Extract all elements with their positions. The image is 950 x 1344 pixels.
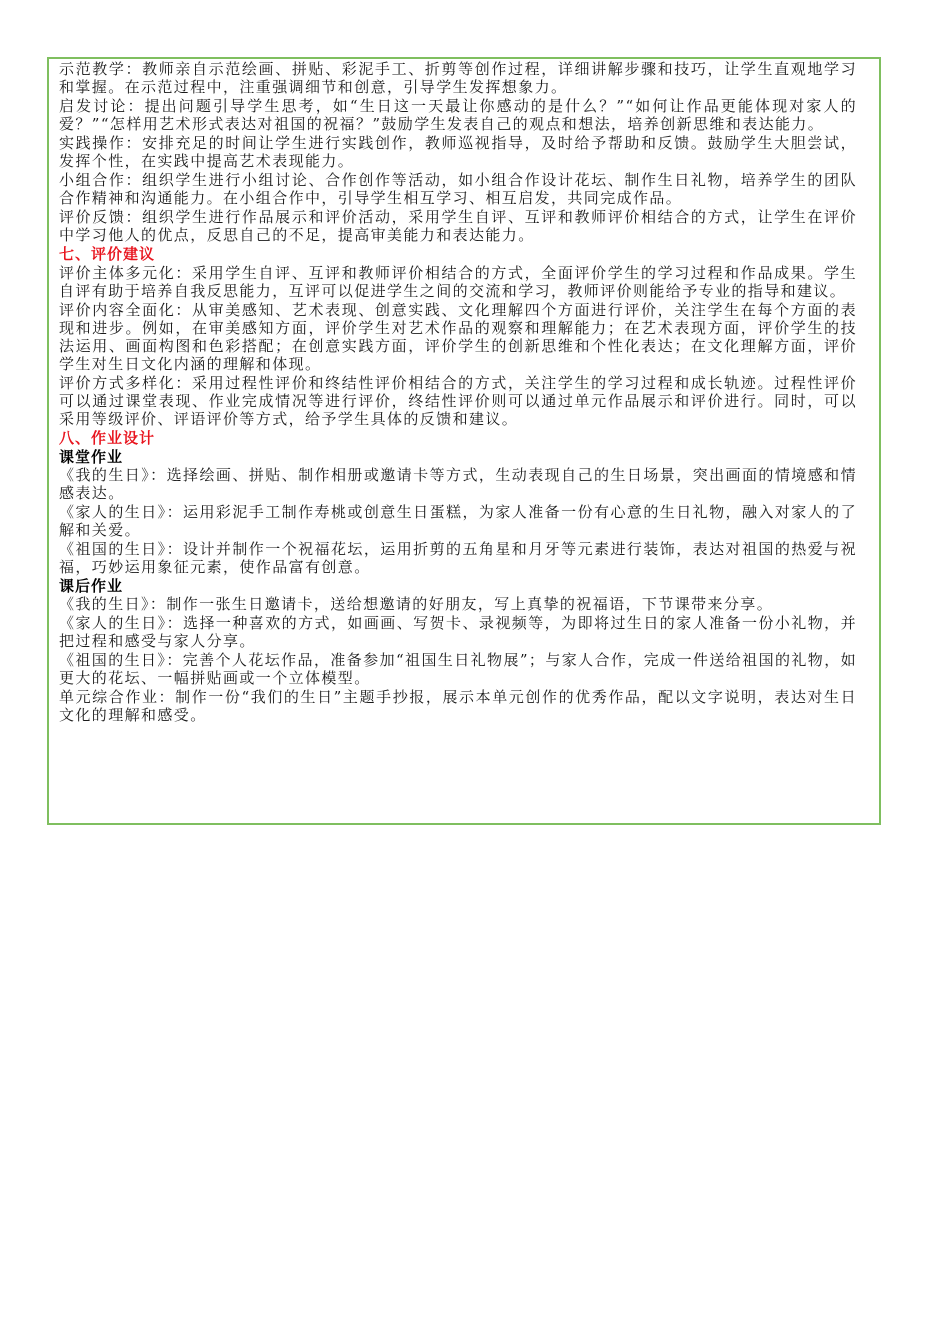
paragraph-homework-my-birthday: 《我的生日》：制作一张生日邀请卡，送给想邀请的好朋友，写上真挚的祝福语，下节课带来分享。: [59, 595, 774, 613]
paragraph-evaluation-content: 评价内容全面化：从审美感知、艺术表现、创意实践、文化理解四个方面进行评价，关注学生在每个方面的表现和进步。例如，在审美感知方面，评价学生对艺术作品的观察和理解能力；在艺术表现方面，评价学生的技法运用、画面构图和色彩搭配；在创意实践方面，评价学生的创新思维和个性化表达；在文化理解方面，评价学生对生日文化内涵的理解和体现。: [59, 301, 857, 373]
content-table-cell: [47, 57, 881, 825]
section-title-homework-design: 八、作业设计: [59, 429, 156, 447]
paragraph-homework-family-birthday: 《家人的生日》：选择一种喜欢的方式，如画画、写贺卡、录视频等，为即将过生日的家人准备一份小礼物，并把过程和感受与家人分享。: [59, 614, 857, 650]
paragraph-demonstration-teaching: 示范教学：教师亲自示范绘画、拼贴、彩泥手工、折剪等创作过程，详细讲解步骤和技巧，让学生直观地学习和掌握。在示范过程中，注重强调细节和创意，引导学生发挥想象力。: [59, 60, 857, 96]
paragraph-evaluation-subject: 评价主体多元化：采用学生自评、互评和教师评价相结合的方式，全面评价学生的学习过程和作品成果。学生自评有助于培养自我反思能力，互评可以促进学生之间的交流和学习，教师评价则能给予专业的指导和建议。: [59, 264, 857, 300]
subtitle-classwork: 课堂作业: [59, 448, 124, 466]
paragraph-evaluation-method: 评价方式多样化：采用过程性评价和终结性评价相结合的方式，关注学生的学习过程和成长轨迹。过程性评价可以通过课堂表现、作业完成情况等进行评价，终结性评价则可以通过单元作品展示和评价进行。同时，可以采用等级评价、评语评价等方式，给予学生具体的反馈和建议。: [59, 374, 857, 428]
subtitle-homework: 课后作业: [59, 577, 124, 595]
paragraph-classwork-family-birthday: 《家人的生日》：运用彩泥手工制作寿桃或创意生日蛋糕，为家人准备一份有心意的生日礼物，融入对家人的了解和关爱。: [59, 503, 857, 539]
paragraph-classwork-my-birthday: 《我的生日》：选择绘画、拼贴、制作相册或邀请卡等方式，生动表现自己的生日场景，突出画面的情境感和情感表达。: [59, 466, 857, 502]
paragraph-evaluation-feedback: 评价反馈：组织学生进行作品展示和评价活动，采用学生自评、互评和教师评价相结合的方式，让学生在评价中学习他人的优点，反思自己的不足，提高审美能力和表达能力。: [59, 208, 857, 244]
paragraph-classwork-country-birthday: 《祖国的生日》：设计并制作一个祝福花坛，运用折剪的五角星和月牙等元素进行装饰，表达对祖国的热爱与祝福，巧妙运用象征元素，使作品富有创意。: [59, 540, 857, 576]
paragraph-inspiring-discussion: 启发讨论：提出问题引导学生思考，如“生日这一天最让你感动的是什么？”“如何让作品更能体现对家人的爱？”“怎样用艺术形式表达对祖国的祝福？”鼓励学生发表自己的观点和想法，培养创新思维和表达能力。: [59, 97, 857, 133]
section-title-evaluation: 七、评价建议: [59, 245, 156, 263]
paragraph-homework-unit-comprehensive: 单元综合作业：制作一份“我们的生日”主题手抄报，展示本单元创作的优秀作品，配以文字说明，表达对生日文化的理解和感受。: [59, 688, 857, 724]
paragraph-practice: 实践操作：安排充足的时间让学生进行实践创作，教师巡视指导，及时给予帮助和反馈。鼓励学生大胆尝试，发挥个性，在实践中提高艺术表现能力。: [59, 134, 857, 170]
paragraph-homework-country-birthday: 《祖国的生日》：完善个人花坛作品，准备参加“祖国生日礼物展”；与家人合作，完成一件送给祖国的礼物，如更大的花坛、一幅拼贴画或一个立体模型。: [59, 651, 857, 687]
paragraph-group-cooperation: 小组合作：组织学生进行小组讨论、合作创作等活动，如小组合作设计花坛、制作生日礼物，培养学生的团队合作精神和沟通能力。在小组合作中，引导学生相互学习、相互启发，共同完成作品。: [59, 171, 857, 207]
